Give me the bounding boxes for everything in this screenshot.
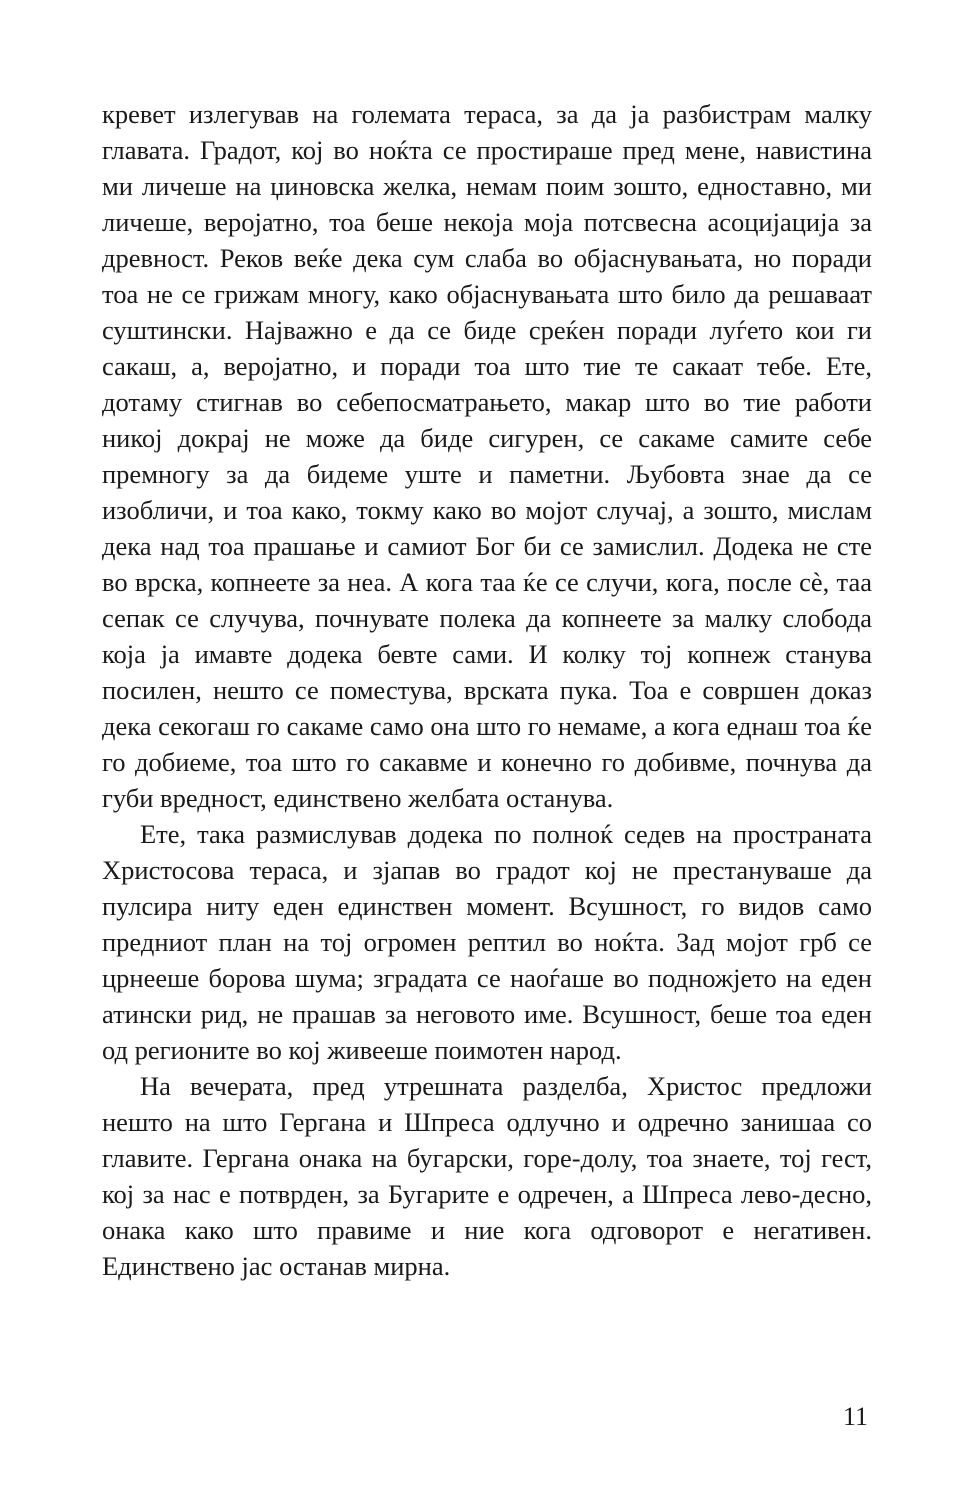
- paragraph-1: кревет излегував на големата тераса, за да ја разбистрам малку главата. Градот, кој во ноќта се простираше пред мене, навистина ми личеше на џиновска желка, немам поим зошто, едноставно, ми личеше, веројатно, тоа беше некоја моја потсвесна асоцијација за древност. Реков веќе дека сум слаба во објаснувањата, но поради тоа не се грижам многу, како објаснувањата што било да решаваат суштински. Најважно е да се биде среќен поради луѓето кои ги сакаш, а, веројатно, и поради тоа што тие те сакаат тебе. Ете, дотаму стигнав во себепосматрањето, макар што во тие работи никој докрај не може да биде сигурен, се сакаме самите себе премногу за да бидеме уште и паметни. Љубовта знае да се изобличи, и тоа како, токму како во мојот случај, а зошто, мислам дека над тоа прашање и самиот Бог би се замислил. Додека не сте во врска, копнеете за неа. А кога таа ќе се случи, кога, после сè, таа сепак се случува, почнувате полека да копнеете за малку слобода која ја имавте додека бевте сами. И колку тој копнеж станува посилен, нешто се поместува, врската пука. Тоа е совршен доказ дека секогаш го сакаме само она што го немаме, а кога еднаш тоа ќе го добиеме, тоа што го сакавме и конечно го добивме, почнува да губи вредност, единствено желбата останува.: [102, 99, 872, 813]
- page-number: 11: [842, 1402, 868, 1431]
- paragraph-2: Ете, така размислував додека по полноќ седев на пространата Христосова тераса, и зјапав во градот кој не престануваше да пулсира ниту еден единствен момент. Всушност, го видов само предниот план на тој огромен рептил во ноќта. Зад мојот грб се црнееше борова шума; зградата се наоѓаше во подножјето на еден атински рид, не прашав за неговото име. Всушност, беше тоа еден од регионите во кој живееше поимотен народ.: [102, 819, 872, 1065]
- page-body: [102, 96, 872, 1284]
- paragraph-3: На вечерата, пред утрешната разделба, Христос предложи нешто на што Гергана и Шпреса одлучно и одречно занишаа со главите. Гергана онака на бугарски, горе-долу, тоа знаете, тој гест, кој за нас е потврден, за Бугарите е одречен, а Шпреса лево-десно, онака како што правиме и ние кога одговорот е негативен. Единствено јас останав мирна.: [102, 1071, 872, 1281]
